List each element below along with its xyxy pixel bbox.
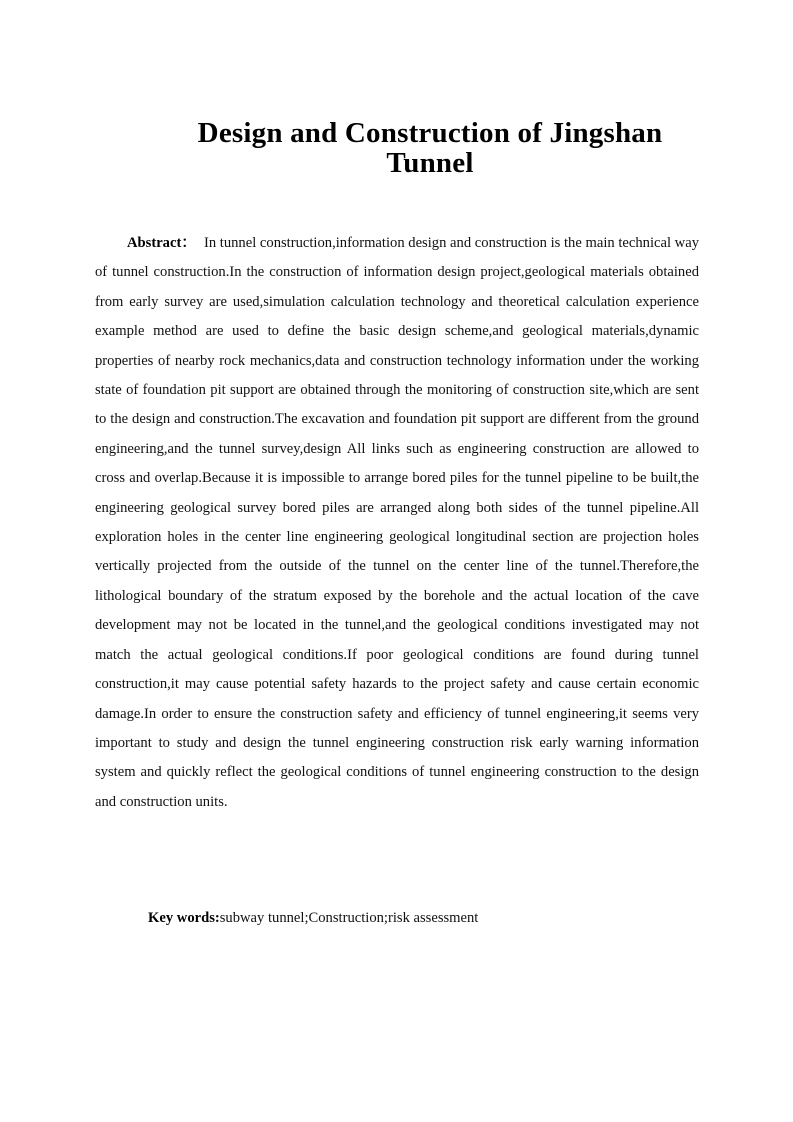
paper-title — [150, 118, 710, 178]
keywords-text: subway tunnel;Construction;risk assessment — [219, 910, 479, 926]
paper-title-line-1: Design and Construction of Jingshan — [197, 117, 663, 149]
paper-title-line-2: Tunnel — [386, 147, 474, 179]
abstract-paragraph — [95, 229, 699, 817]
abstract-label: Abstract： — [127, 235, 196, 251]
keywords-label: Key words: — [148, 910, 220, 926]
abstract-text: In tunnel construction,information design and construction is the main technical way of tunnel construction.In the construction of information design project,geological materials obtained from early survey are used,simulation calculation technology and theoretical calculation experience example method are used to define the basic design scheme,and geological materials,dynamic properties of nearby rock mechanics,data and construction technology information under the working state of foundation pit support are obtained through the monitoring of construction site,which are sent to the design and construction.The excavation and foundation pit support are different from the ground engineering,and the tunnel survey,design All links such as engineering construction are allowed to cross and overlap.Because it is impossible to arrange bored piles for the tunnel pipeline to be built,the engineering geological survey bored piles are arranged along both sides of the tunnel pipeline.All exploration holes in the center line engineering geological longitudinal section are projection holes vertically projected from the outside of the tunnel on the center line of the tunnel.Therefore,the lithological boundary of the stratum exposed by the borehole and the actual location of the cave development may not be located in the tunnel,and the geological conditions investigated may not match the actual geological conditions.If poor geological conditions are found during tunnel construction,it may cause potential safety hazards to the project safety and cause certain economic damage.In order to ensure the construction safety and efficiency of tunnel engineering,it seems very important to study and design the tunnel engineering construction risk early warning information system and quickly reflect the geological conditions of tunnel engineering construction to the design and construction units. — [95, 235, 699, 810]
keywords-line — [148, 906, 688, 930]
